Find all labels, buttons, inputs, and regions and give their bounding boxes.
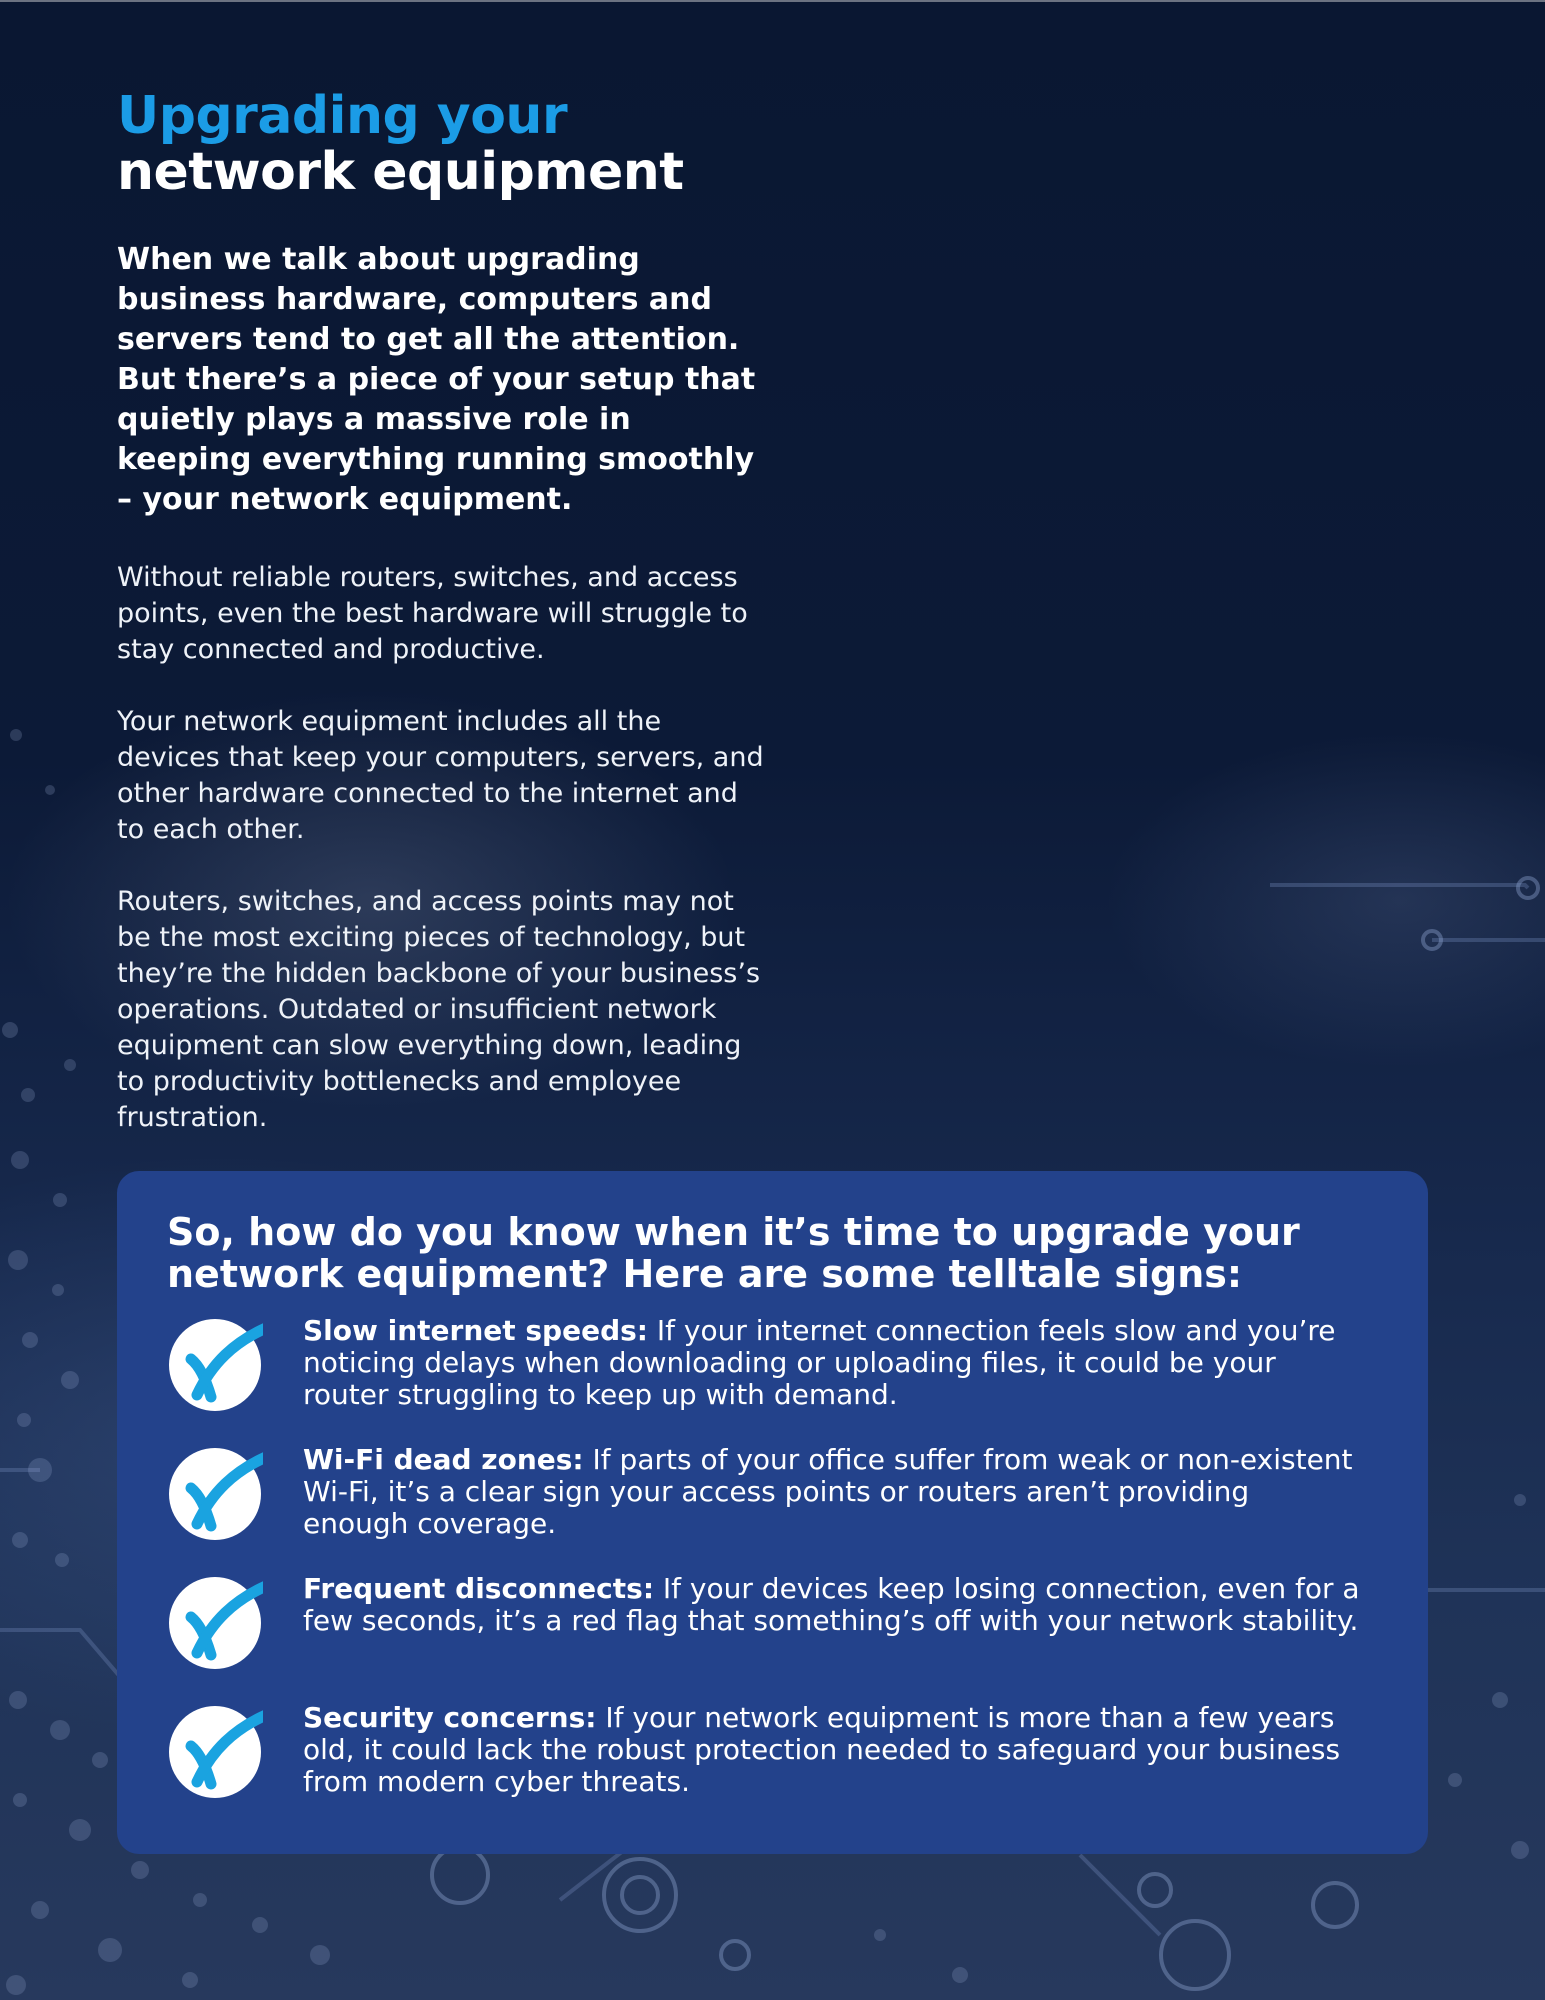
- checkmark-icon: [167, 1575, 263, 1671]
- signs-panel-heading: So, how do you know when it’s time to upgrade your network equipment? Here are some telltale signs:: [167, 1210, 1300, 1296]
- intro-lead-paragraph: When we talk about upgrading business hardware, computers and servers tend to get all the attention. But there’s a piece of your setup that quietly plays a massive role in keeping everything running smoothly – your network equipment.: [117, 242, 756, 517]
- telltale-signs-panel: [117, 1171, 1428, 1854]
- title-line-main: network equipment: [117, 142, 684, 202]
- sign-label: Wi-Fi dead zones:: [303, 1443, 584, 1476]
- sign-description: If parts of your office suffer from weak or non-existent Wi-Fi, it’s a clear sign your access points or routers aren’t providing enough coverage.: [303, 1443, 1353, 1540]
- sign-label: Slow internet speeds:: [303, 1314, 648, 1347]
- checkmark-icon: [167, 1317, 263, 1413]
- page-title: [117, 88, 797, 200]
- sign-item-wifi-dead-zones: [167, 1443, 1397, 1556]
- sign-description: If your devices keep losing connection, even for a few seconds, it’s a red flag that something’s off with your network stability.: [303, 1572, 1360, 1637]
- sign-item-slow-internet: [167, 1314, 1397, 1427]
- sign-description: If your network equipment is more than a few years old, it could lack the robust protection needed to safeguard your business from modern cyber threats.: [303, 1701, 1341, 1798]
- checkmark-icon: [167, 1446, 263, 1542]
- sign-description: If your internet connection feels slow and you’re noticing delays when downloading or uploading files, it could be your router struggling to keep up with demand.: [303, 1314, 1336, 1411]
- sign-label: Frequent disconnects:: [303, 1572, 655, 1605]
- sign-label: Security concerns:: [303, 1701, 597, 1734]
- intro-paragraph-2: Your network equipment includes all the devices that keep your computers, servers, and other hardware connected to the internet and to each other.: [117, 706, 764, 845]
- sign-item-security-concerns: [167, 1701, 1397, 1814]
- title-line-accent: Upgrading your: [117, 86, 568, 146]
- sign-item-frequent-disconnects: [167, 1572, 1397, 1685]
- intro-paragraph-1: Without reliable routers, switches, and access points, even the best hardware will struggle to stay connected and productive.: [117, 562, 748, 665]
- checkmark-icon: [167, 1704, 263, 1800]
- intro-paragraph-3: Routers, switches, and access points may not be the most exciting pieces of technology, but they’re the hidden backbone of your business’s operations. Outdated or insufficient network equipment can slow everything down, leading to productivity bottlenecks and employee frustration.: [117, 886, 761, 1133]
